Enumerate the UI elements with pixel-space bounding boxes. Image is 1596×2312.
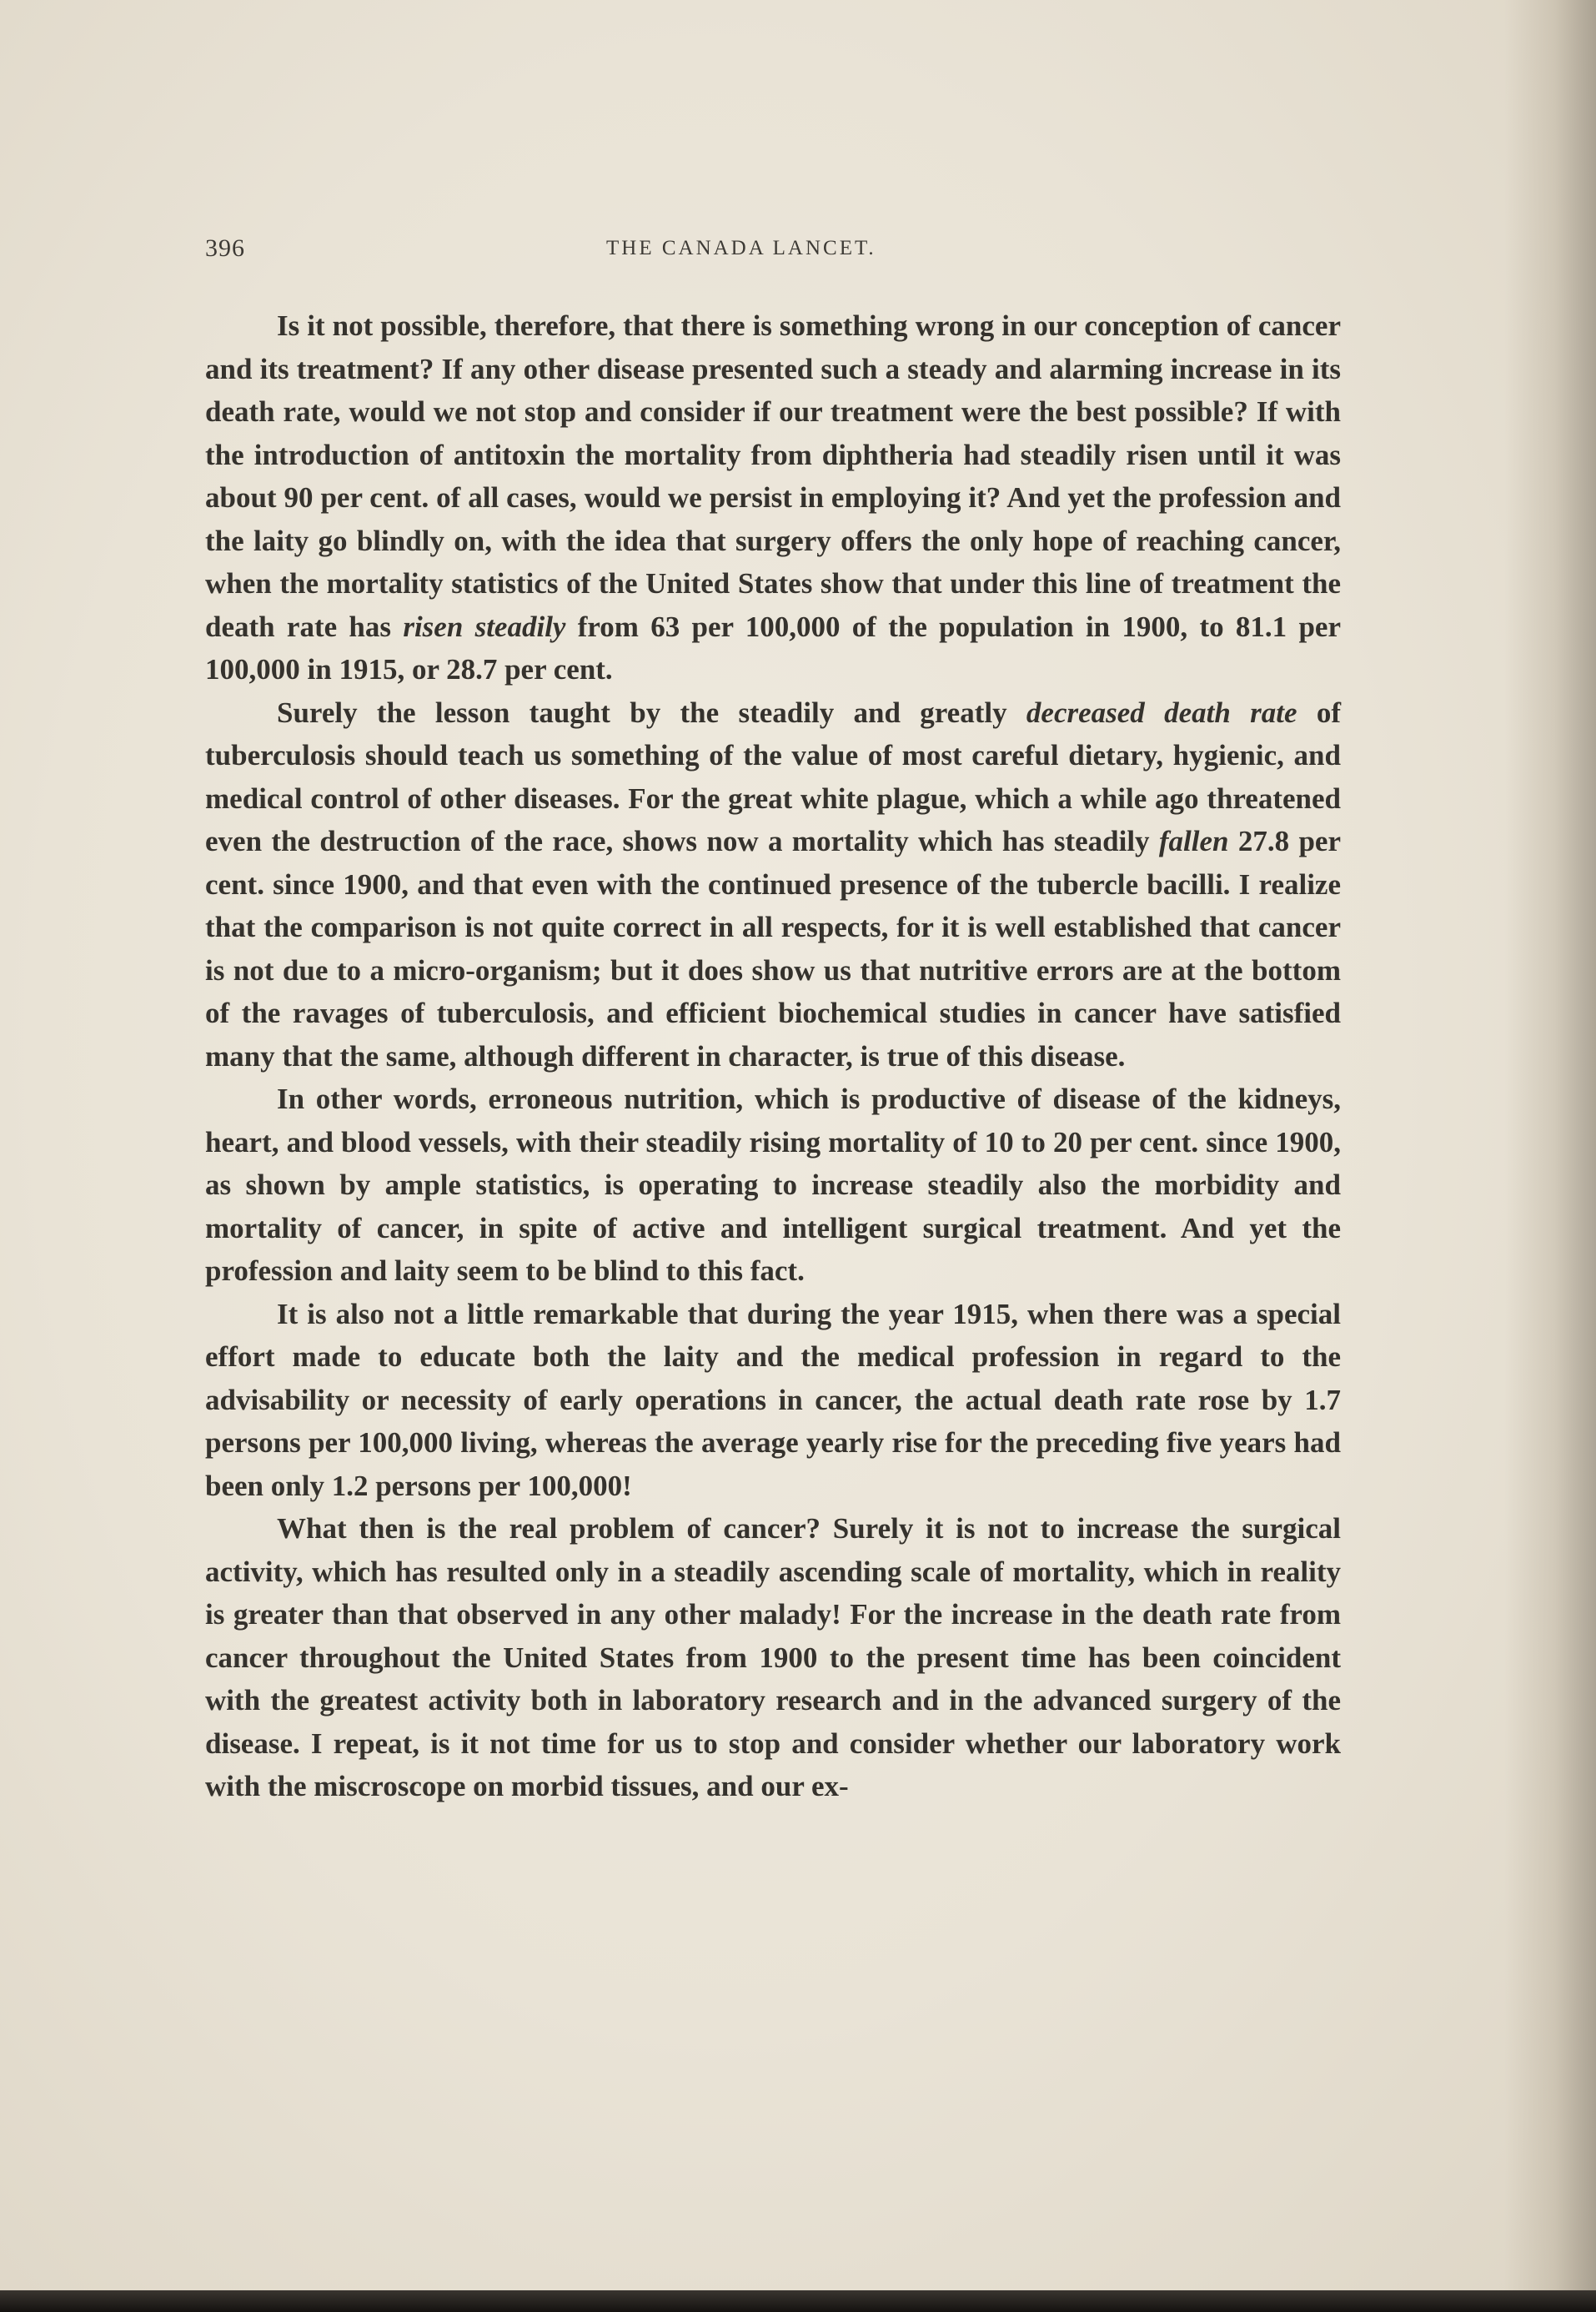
paragraph-4-text: It is also not a little remarkable that during the year 1915, when there was a special effort made to educate both the laity and the medical profession in regard to the advisability or necessity of early operations in cancer, the actual death rate rose by 1.7 persons per 100,000 living, whereas the average yearly rise for the preceding five years had been only 1.2 persons per 100,000! — [205, 1297, 1341, 1502]
paragraph-2 — [205, 691, 1341, 1078]
paragraph-1-italic-phrase: risen steadily — [403, 610, 566, 643]
paragraph-1-text: Is it not possible, therefore, that there is something wrong in our conception of cancer and its treatment? If any other disease presented such a steady and alarming increase in its death rate, would we not stop and consider if our treatment were the best possible? If with the introduction of antitoxin the mortality from diphtheria had steadily risen until it was about 90 per cent. of all cases, would we persist in employing it? And yet the profession and the laity go blindly on, with the idea that surgery offers the only hope of reaching cancer, when the mortality statistics of the United States show that under this line of treatment the death rate has — [205, 309, 1341, 643]
page-bottom-edge — [0, 2290, 1596, 2312]
paragraph-5 — [205, 1507, 1341, 1808]
paragraph-1-text-end: from 63 per 100,000 of the population in 1900, to 81.1 per 100,000 in 1915, or 28.7 per cent. — [205, 610, 1342, 686]
paragraph-2-text: Surely the lesson taught by the steadily and greatly — [277, 696, 1026, 729]
paragraph-2-text-middle: of tuberculosis should teach us something of the value of most careful dietary, hygienic, and medical control of other diseases. For the great white plague, which a while ago threatened even the destruction of the race, shows now a mortality which has steadily — [205, 696, 1342, 857]
paragraph-2-italic-phrase: decreased death rate — [1026, 696, 1297, 729]
paragraph-1 — [205, 304, 1341, 691]
body-text — [205, 304, 1341, 1808]
running-head: THE CANADA LANCET. — [606, 237, 876, 259]
paragraph-2-text-end: 27.8 per cent. since 1900, and that even with the continued presence of the tubercle bacilli. I realize that the comparison is not quite correct in all respects, for it is well established that cancer is not due to a micro-organism; but it does show us that nutritive errors are at the bottom of the ravages of tuberculosis, and efficient biochemical studies in cancer have satisfied many that the same, although different in character, is true of this disease. — [205, 825, 1341, 1073]
paragraph-5-text: What then is the real problem of cancer? Surely it is not to increase the surgical activity, which has resulted only in a steadily ascending scale of mortality, which in reality is greater than that observed in any other malady! For the increase in the death rate from cancer throughout the United States from 1900 to the present time has been coincident with the greatest activity both in laboratory research and in the advanced surgery of the disease. I repeat, is it not time for us to stop and consider whether our laboratory work with the miscroscope on morbid tissues, and our ex- — [205, 1512, 1341, 1802]
paragraph-3 — [205, 1078, 1341, 1293]
paragraph-2-italic-word: fallen — [1158, 825, 1229, 857]
paragraph-4 — [205, 1293, 1341, 1508]
spine-shadow — [1504, 0, 1596, 2312]
page-number: 396 — [205, 234, 245, 262]
paragraph-3-text: In other words, erroneous nutrition, which is productive of disease of the kidneys, heart, and blood vessels, with their steadily rising mortality of 10 to 20 per cent. since 1900, as shown by ample statistics, is operating to increase steadily also the morbidity and mortality of cancer, in spite of active and intelligent surgical treatment. And yet the profession and laity seem to be blind to this fact. — [205, 1083, 1341, 1287]
